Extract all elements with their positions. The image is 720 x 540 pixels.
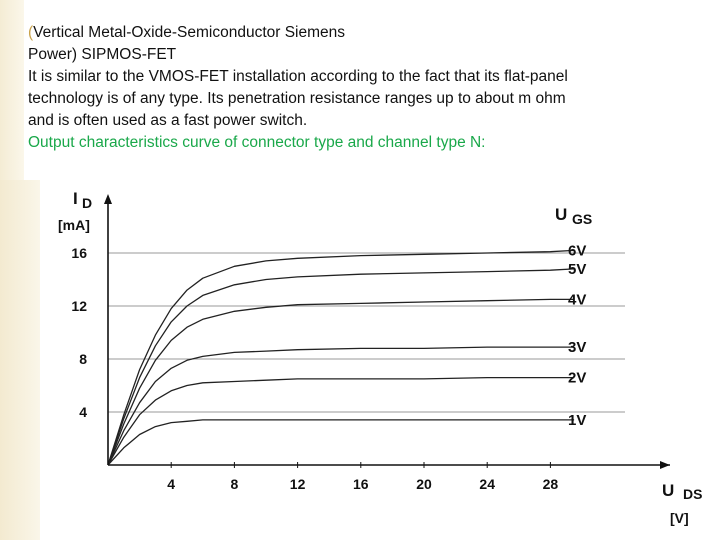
y-tick-label-16: 16 (71, 245, 87, 261)
x-tick-label-28: 28 (542, 476, 559, 492)
body-line-1: It is similar to the VMOS-FET installation according to the fact that its flat-panel (28, 68, 568, 85)
curve-layer (108, 250, 574, 465)
body-line-3: and is often used as a fast power switch. (28, 112, 308, 129)
x-tick-label-12: 12 (289, 476, 306, 492)
slide-left-band-lower (0, 180, 40, 540)
series-line-6V (108, 250, 574, 465)
legend-title-name: U (555, 205, 568, 224)
x-axis-arrow (660, 461, 670, 469)
title-line-2: Power) SIPMOS-FET (28, 46, 177, 63)
x-tick-label-8: 8 (230, 476, 239, 492)
series-line-1V (108, 420, 574, 465)
x-axis-subscript: DS (683, 486, 703, 502)
y-axis-name: I (73, 189, 78, 208)
opening-paren: ( (28, 24, 34, 41)
slide-text (28, 22, 708, 154)
body-line-2: technology is of any type. Its penetration resistance ranges up to about m ohm (28, 90, 566, 107)
y-tick-label-12: 12 (71, 298, 87, 314)
series-label-6V: 6V (568, 242, 587, 260)
y-axis-subscript: D (82, 195, 93, 211)
series-label-5V: 5V (568, 260, 587, 278)
y-axis-arrow (104, 194, 112, 204)
y-tick-label-4: 4 (79, 404, 87, 420)
series-label-4V: 4V (568, 291, 587, 309)
grid-layer (108, 253, 625, 412)
series-label-3V: 3V (568, 339, 587, 357)
series-label-2V: 2V (568, 369, 587, 387)
series-line-5V (108, 269, 574, 465)
legend-title-subscript: GS (572, 211, 593, 227)
x-axis-name: U (662, 481, 675, 500)
label-layer (58, 189, 702, 526)
x-tick-label-24: 24 (479, 476, 495, 492)
x-tick-label-20: 20 (416, 476, 432, 492)
x-axis-unit: [V] (670, 510, 689, 526)
y-tick-label-8: 8 (79, 351, 87, 367)
chart-heading: Output characteristics curve of connector type and channel type N: (28, 134, 486, 151)
series-line-3V (108, 347, 574, 465)
title-line-1: Vertical Metal-Oxide-Semiconductor Siemens (33, 24, 346, 41)
series-line-4V (108, 299, 574, 465)
text-line-1 (28, 22, 708, 44)
series-label-1V: 1V (568, 411, 587, 429)
y-axis-unit: [mA] (58, 217, 90, 233)
x-tick-label-4: 4 (167, 476, 176, 492)
chart-svg (40, 180, 720, 540)
output-characteristics-chart (40, 180, 720, 540)
x-tick-label-16: 16 (353, 476, 369, 492)
series-line-2V (108, 378, 574, 465)
